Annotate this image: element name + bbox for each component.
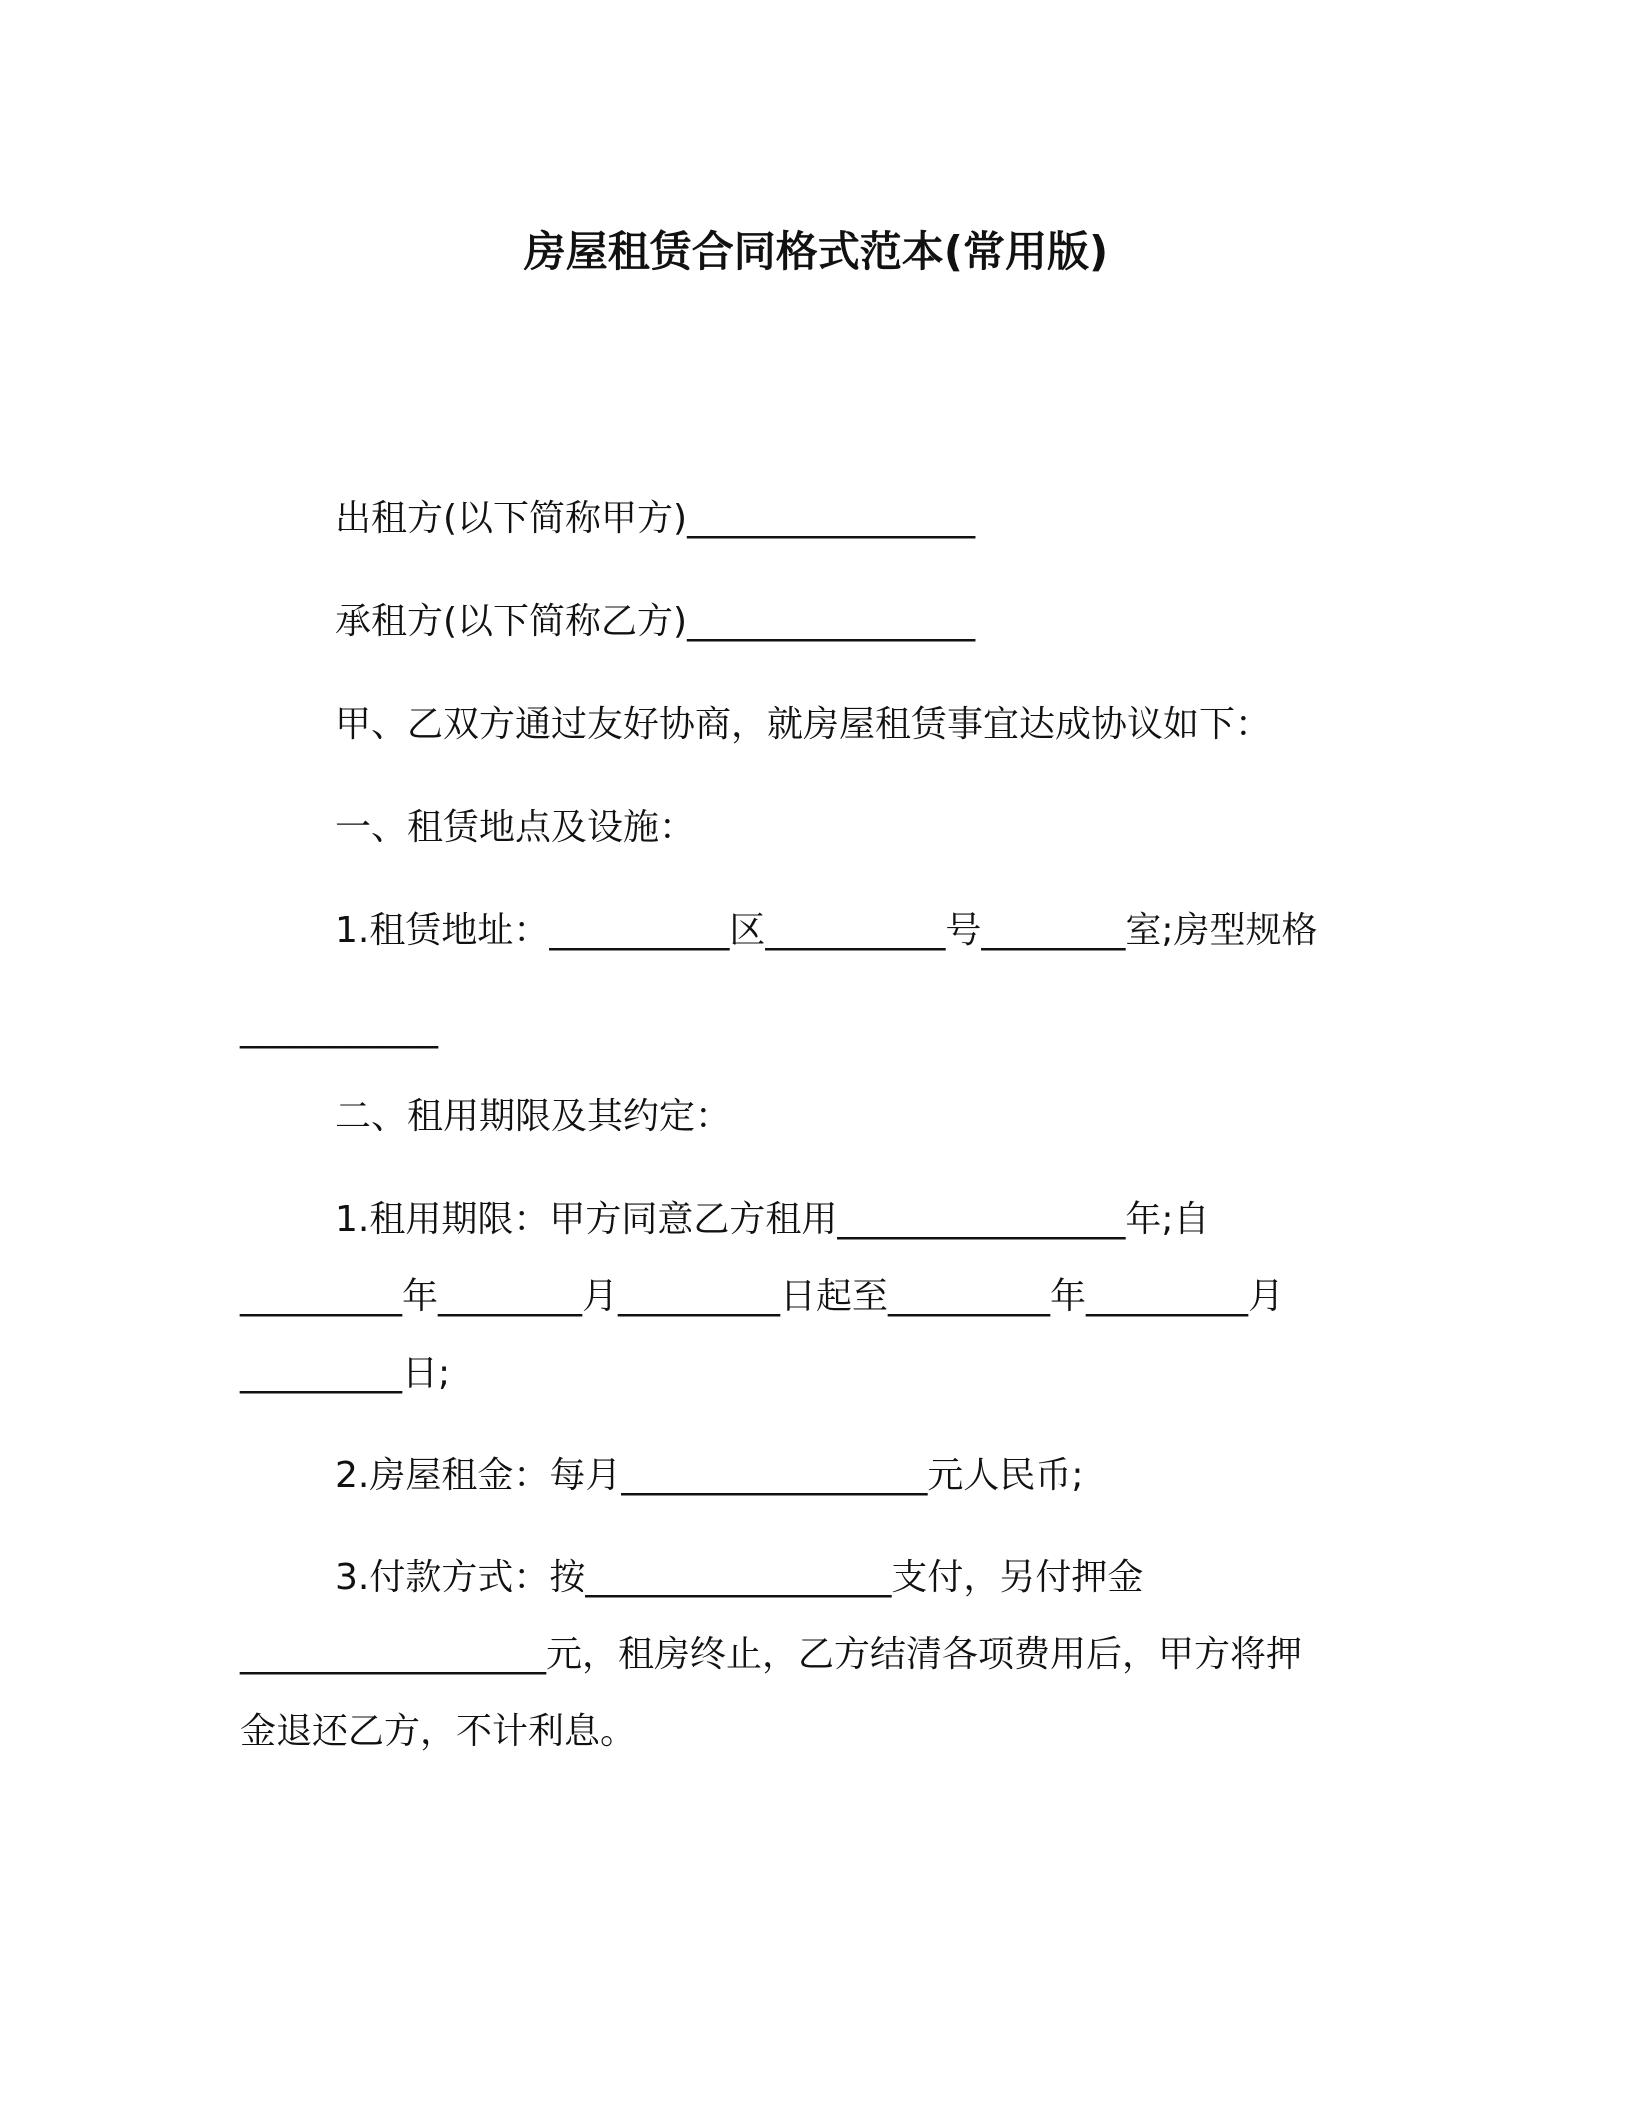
clause-deposit-end: 金退还乙方，不计利息。 <box>240 1711 637 1752</box>
document-title: 房屋租赁合同格式范本(常用版) <box>523 227 1109 276</box>
clause-deposit: _________________元，租房终止，乙方结清各项费用后，甲方将押 <box>240 1634 1303 1675</box>
clause-term-dates: _________年________月_________日起至_________年_________月 <box>240 1276 1285 1317</box>
clause-rent: 2.房屋租金：每月_________________元人民币; <box>335 1455 1084 1496</box>
agreement-intro: 甲、乙双方通过友好协商，就房屋租赁事宜达成协议如下： <box>335 704 1272 745</box>
lessor-line: 出租方(以下简称甲方)________________ <box>335 498 976 539</box>
clause-term: 1.租用期限：甲方同意乙方租用________________年;自 <box>335 1199 1210 1240</box>
section-one-heading: 一、租赁地点及设施： <box>335 807 696 848</box>
clause-address-continued: ___________ <box>240 1008 438 1049</box>
clause-payment: 3.付款方式：按_________________支付，另付押金 <box>335 1557 1144 1598</box>
clause-term-end: _________日; <box>240 1353 451 1394</box>
lessee-line: 承租方(以下简称乙方)________________ <box>335 601 976 642</box>
clause-address: 1.租赁地址：__________区__________号________室;房型规格 <box>335 910 1318 951</box>
section-two-heading: 二、租用期限及其约定： <box>335 1096 732 1137</box>
